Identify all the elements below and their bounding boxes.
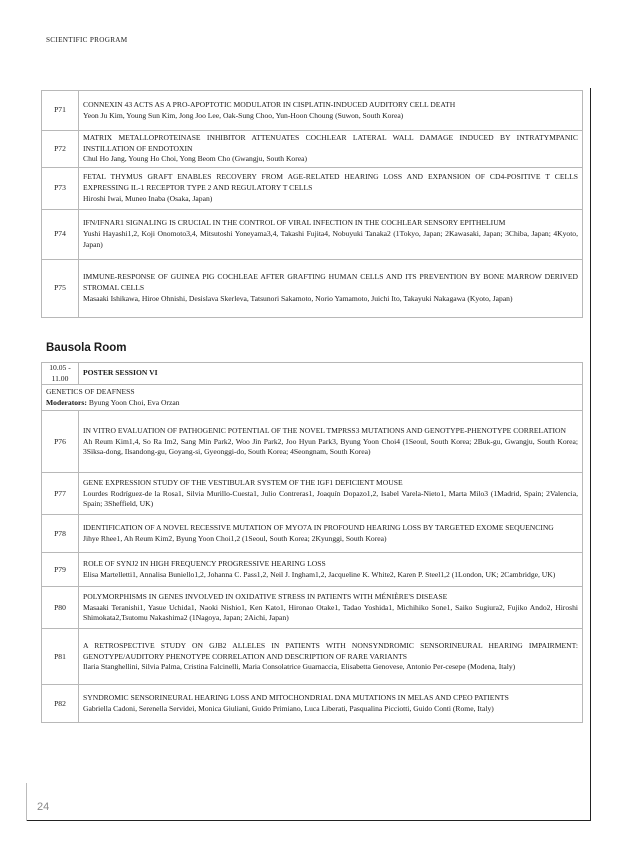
session-row: [42, 363, 583, 385]
topic-cell: [42, 385, 583, 411]
poster-content: [79, 259, 583, 317]
topic-row: [42, 385, 583, 411]
poster-content: [79, 167, 583, 209]
poster-authors: Ilaria Stanghellini, Silvia Palma, Cristina Falcinelli, Maria Consolatrice Guarnaccia, Elisabetta Genovese, Antonio Per-cesepe (Modena, Italy): [83, 662, 516, 672]
poster-title: IDENTIFICATION OF A NOVEL RECESSIVE MUTATION OF MYO7A IN PROFOUND HEARING LOSS BY TARGETED EXOME SEQUENCING: [83, 523, 554, 533]
poster-row: [42, 587, 583, 629]
poster-row: [42, 131, 583, 168]
poster-id: P81: [42, 629, 79, 685]
poster-id: P75: [42, 259, 79, 317]
frame-left-border: [26, 783, 27, 821]
poster-title: A RETROSPECTIVE STUDY ON GJB2 ALLELES IN PATIENTS WITH NONSYNDROMIC SENSORINEURAL HEARING IMPAIRMENT: GENOTYPE/AUDITORY PHENOTYPE CORRELATION AND DESCRIPTION OF RARE VARIANTS: [83, 640, 578, 661]
poster-title: IFN/IFNAR1 SIGNALING IS CRUCIAL IN THE CONTROL OF VIRAL INFECTION IN THE COCHLEAR SENSORY EPITHELIUM: [83, 218, 506, 228]
poster-content: [79, 685, 583, 723]
poster-title: ROLE OF SYNJ2 IN HIGH FREQUENCY PROGRESSIVE HEARING LOSS: [83, 559, 326, 569]
moderators-line: [46, 398, 578, 409]
poster-title: IN VITRO EVALUATION OF PATHOGENIC POTENTIAL OF THE NOVEL TMPRSS3 MUTATIONS AND GENOTYPE-PHENOTYPE CORRELATION: [83, 425, 566, 435]
poster-title: FETAL THYMUS GRAFT ENABLES RECOVERY FROM AGE-RELATED HEARING LOSS AND EXPANSION OF CD4-POSITIVE T CELLS EXPRESSING IL-1 RECEPTOR TYPE 2 AND REGULATORY T CELLS: [83, 172, 578, 192]
poster-row: [42, 259, 583, 317]
poster-row: [42, 411, 583, 473]
poster-id: P79: [42, 553, 79, 587]
poster-authors: Yeon Ju Kim, Young Sun Kim, Jong Joo Lee, Oak-Sung Choo, Yun-Hoon Choung (Suwon, South Korea): [83, 110, 404, 120]
poster-content: [79, 131, 583, 168]
poster-authors: Gabriella Cadoni, Serenella Servidei, Monica Giuliani, Guido Primiano, Luca Liberati, Pasqualina Picciotti, Guido Conti (Rome, Italy): [83, 703, 494, 713]
poster-row: [42, 629, 583, 685]
poster-content: [79, 515, 583, 553]
poster-content: [79, 629, 583, 685]
poster-id: P77: [42, 473, 79, 515]
poster-id: P78: [42, 515, 79, 553]
poster-authors: Masaaki Ishikawa, Hiroe Ohnishi, Desislava Skerleva, Tatsunori Sakamoto, Norio Yamamoto, Juichi Ito, Takayuki Nakagawa (Kyoto, Japan): [83, 293, 513, 303]
poster-row: [42, 167, 583, 209]
poster-row: [42, 515, 583, 553]
poster-title: SYNDROMIC SENSORINEURAL HEARING LOSS AND MITOCHONDRIAL DNA MUTATIONS IN MELAS AND CPEO PATIENTS: [83, 693, 509, 703]
moderators-names: Byung Yoon Choi, Eva Orzan: [88, 397, 180, 407]
poster-content: [79, 473, 583, 515]
frame-right-border: [590, 88, 591, 820]
poster-authors: Jihye Rhee1, Ah Reum Kim2, Byung Yoon Choi1,2 (1Seoul, South Korea; 2Kyunggi, South Korea): [83, 533, 387, 543]
poster-id: P82: [42, 685, 79, 723]
poster-content: [79, 91, 583, 131]
poster-content: [79, 411, 583, 473]
poster-table-1: [41, 90, 583, 318]
poster-title: CONNEXIN 43 ACTS AS A PRO-APOPTOTIC MODULATOR IN CISPLATIN-INDUCED AUDITORY CELL DEATH: [83, 99, 456, 109]
poster-content: [79, 209, 583, 259]
poster-authors: Ah Reum Kim1,4, So Ra Im2, Sang Min Park2, Woo Jin Park2, Joo Hyun Park3, Byung Yoon Choi4 (1Seoul, South Korea; 2Buk-gu, Gwangju, South Korea; 3Siksa-dong, Ilsandong-gu, Goyang-si, Gyeonggi-do, South Korea; 4Seongnam, South Korea): [83, 436, 578, 457]
poster-id: P71: [42, 91, 79, 131]
poster-authors: Yushi Hayashi1,2, Koji Onomoto3,4, Mitsutoshi Yoneyama3,4, Takashi Fujita4, Nobuyuki Tanaka2 (1Tokyo, Japan; 2Kawasaki, Japan; 3Chiba, Japan; 4Kyoto, Japan): [83, 228, 578, 249]
poster-row: [42, 553, 583, 587]
poster-authors: Chul Ho Jang, Young Ho Choi, Yong Beom Cho (Gwangju, South Korea): [83, 154, 308, 164]
poster-content: [79, 587, 583, 629]
poster-row: [42, 473, 583, 515]
poster-authors: Lourdes Rodríguez-de la Rosa1, Silvia Murillo-Cuesta1, Julio Contreras1, Joaquín Dopazo1,2, Isabel Varela-Nieto1, Marta Milo3 (1Madrid, Spain; 2Valencia, Spain; 3Sheffield, UK): [83, 488, 578, 509]
poster-id: P72: [42, 131, 79, 168]
poster-title: POLYMORPHISMS IN GENES INVOLVED IN OXIDATIVE STRESS IN PATIENTS WITH MÉNIÈRE'S DISEASE: [83, 591, 448, 601]
room-title: Bausola Room: [46, 342, 127, 354]
frame-bottom-border: [26, 820, 591, 821]
poster-id: P74: [42, 209, 79, 259]
poster-content: [79, 553, 583, 587]
session-time: 10.05 - 11.00: [42, 363, 79, 385]
page-number: 24: [37, 801, 50, 813]
poster-authors: Hiroshi Iwai, Muneo Inaba (Osaka, Japan): [83, 193, 213, 203]
poster-title: MATRIX METALLOPROTEINASE INHIBITOR ATTENUATES COCHLEAR LATERAL WALL DAMAGE INDUCED BY INTRATYMPANIC INSTILLATION OF ENDOTOXIN: [83, 133, 578, 153]
session-title: POSTER SESSION VI: [79, 363, 583, 385]
page-header: SCIENTIFIC PROGRAM: [46, 36, 128, 44]
poster-row: [42, 209, 583, 259]
topic-title: GENETICS OF DEAFNESS: [46, 387, 135, 397]
poster-authors: Elisa Martelletti1, Annalisa Buniello1,2, Johanna C. Pass1,2, Neil J. Ingham1,2, Jacqueline K. White2, Karen P. Steel1,2 (1London, UK; 2Cambridge, UK): [83, 569, 556, 579]
poster-title: GENE EXPRESSION STUDY OF THE VESTIBULAR SYSTEM OF THE IGF1 DEFICIENT MOUSE: [83, 477, 403, 487]
poster-id: P73: [42, 167, 79, 209]
poster-row: [42, 91, 583, 131]
poster-table-2: [41, 362, 583, 723]
poster-id: P80: [42, 587, 79, 629]
poster-authors: Masaaki Teranishi1, Yasue Uchida1, Naoki Nishio1, Ken Kato1, Hironao Otake1, Tadao Yoshida1, Michihiko Sone1, Saiko Sugiura2, Fujiko Ando2, Hiroshi Shimokata2,Tsutomu Nakashima2 (1Nagoya, Japan; 2Aichi, Japan): [83, 602, 578, 623]
poster-id: P76: [42, 411, 79, 473]
poster-title: IMMUNE-RESPONSE OF GUINEA PIG COCHLEAE AFTER GRAFTING HUMAN CELLS AND ITS PREVENTION BY BONE MARROW DERIVED STROMAL CELLS: [83, 272, 578, 292]
moderators-label: Moderators:: [46, 397, 87, 407]
poster-row: [42, 685, 583, 723]
